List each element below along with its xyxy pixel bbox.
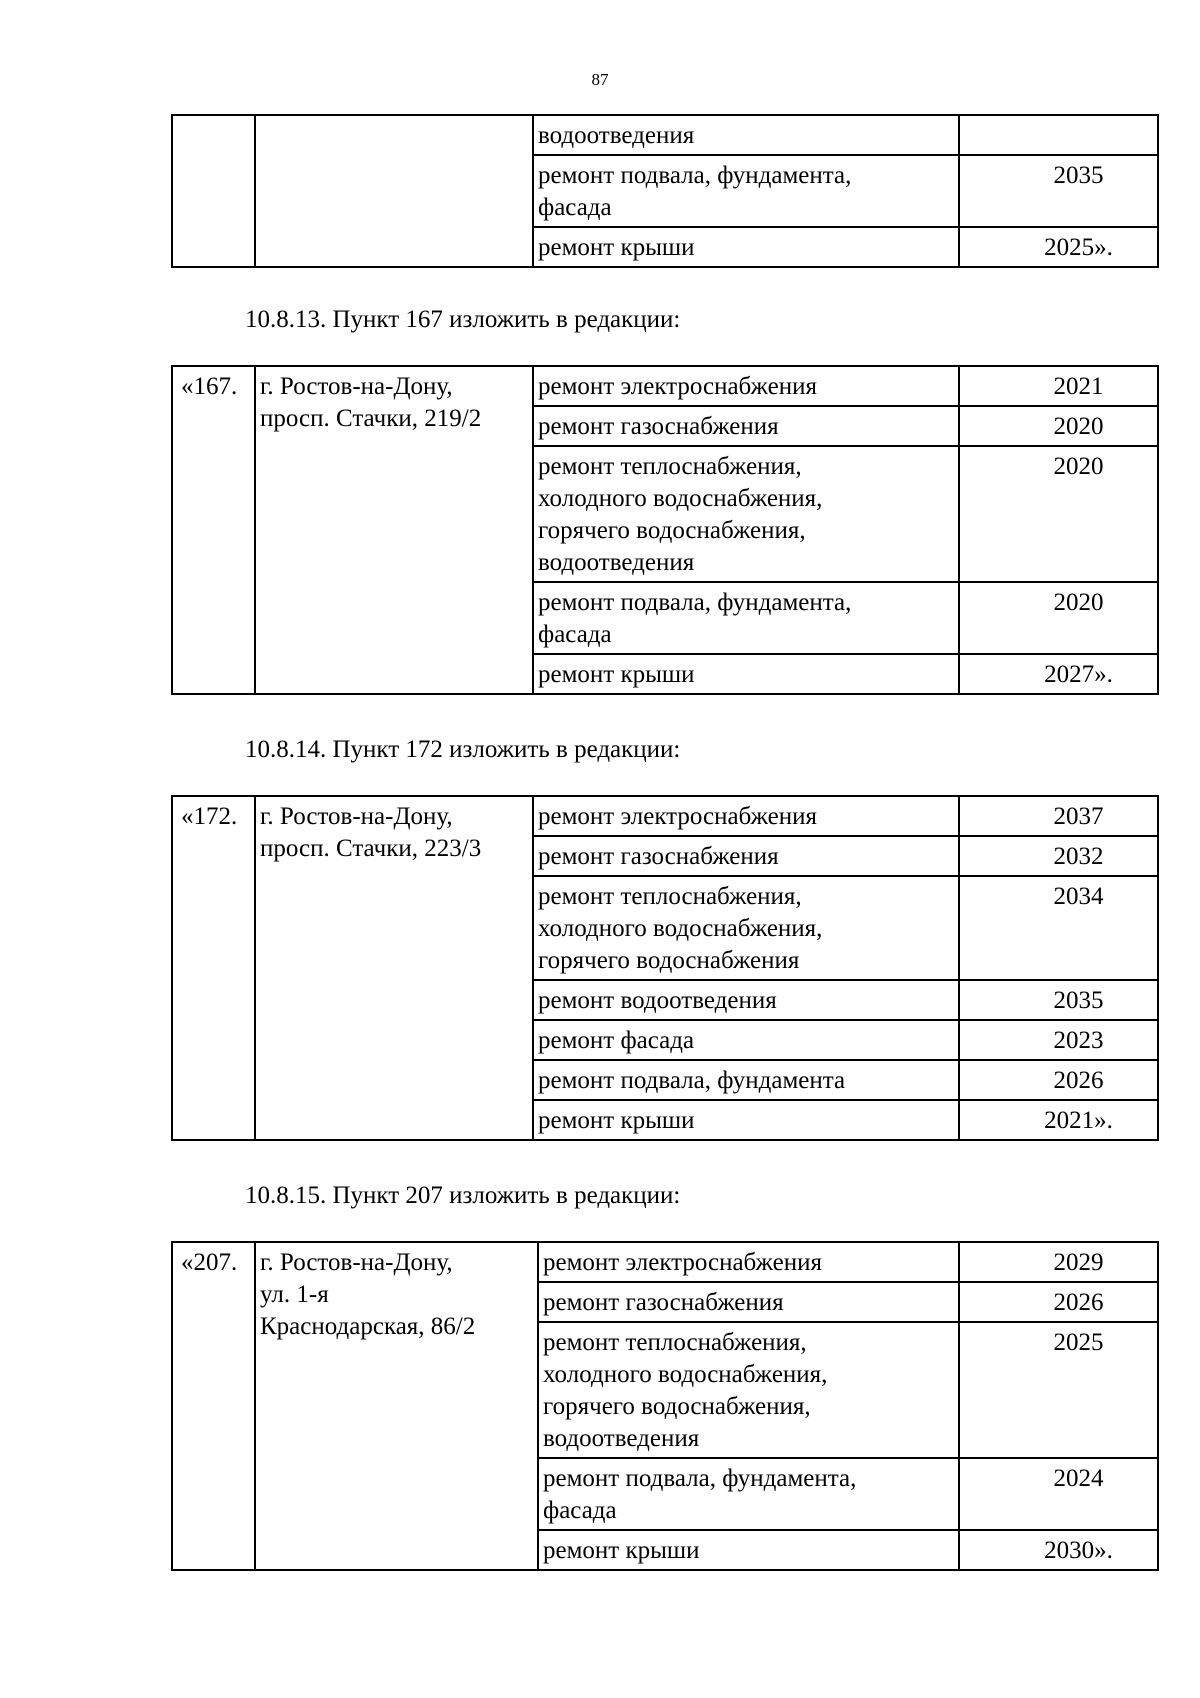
address-line: Краснодарская, 86/2: [260, 1313, 476, 1340]
year-cell: [959, 876, 1158, 980]
year-value: 2025: [1053, 1329, 1104, 1356]
year-cell: [959, 654, 1158, 694]
work-cell: [533, 406, 959, 446]
table-row: [172, 796, 1158, 836]
address-cell: [255, 366, 533, 694]
year-value: 2027».: [1044, 661, 1113, 688]
work-line: горячего водоснабжения,: [538, 517, 806, 544]
work-line: ремонт теплоснабжения,: [538, 883, 802, 910]
table-item-167: [171, 365, 1159, 695]
year-value: 2026: [1053, 1067, 1104, 1094]
year-value: 2035: [1053, 987, 1104, 1014]
work-line: водоотведения: [538, 549, 695, 576]
table-row: [172, 115, 1158, 155]
work-line: ремонт подвала, фундамента: [538, 1067, 846, 1094]
page-number: 87: [591, 70, 609, 89]
year-value: 2029: [1053, 1249, 1104, 1276]
address-line: ул. 1-я: [260, 1281, 329, 1308]
address-line: г. Ростов-на-Дону,: [260, 803, 453, 830]
item-number-cell: [172, 115, 255, 267]
work-line: ремонт подвала, фундамента,: [538, 162, 852, 189]
work-line: ремонт подвала, фундамента,: [543, 1465, 857, 1492]
work-line: ремонт электроснабжения: [538, 373, 817, 400]
year-value: 2021: [1053, 373, 1104, 400]
work-cell: [533, 582, 959, 654]
year-value: 2024: [1053, 1465, 1104, 1492]
work-cell: [538, 1530, 959, 1570]
table-row: [172, 1242, 1158, 1282]
work-line: фасада: [538, 194, 612, 221]
work-line: ремонт теплоснабжения,: [538, 453, 802, 480]
year-value: 2020: [1053, 453, 1104, 480]
work-cell: [538, 1242, 959, 1282]
address-line: г. Ростов-на-Дону,: [260, 373, 453, 400]
year-value: 2034: [1053, 883, 1104, 910]
year-cell: [959, 446, 1158, 582]
work-line: ремонт подвала, фундамента,: [538, 589, 852, 616]
year-value: 2025».: [1044, 234, 1113, 261]
year-value: 2020: [1053, 589, 1104, 616]
year-cell: [959, 796, 1158, 836]
work-cell: [538, 1322, 959, 1458]
work-cell: [533, 836, 959, 876]
work-line: ремонт газоснабжения: [538, 843, 779, 870]
work-line: ремонт газоснабжения: [543, 1289, 784, 1316]
item-number-cell: «172.: [172, 796, 255, 1140]
work-line: ремонт электроснабжения: [543, 1249, 822, 1276]
work-cell: [533, 1100, 959, 1140]
year-cell: [959, 366, 1158, 406]
year-cell: [959, 1282, 1158, 1322]
work-line: холодного водоснабжения,: [538, 485, 823, 512]
work-cell: [533, 1020, 959, 1060]
item-number-cell: «167.: [172, 366, 255, 694]
address-line: просп. Стачки, 219/2: [260, 405, 482, 432]
year-cell: [959, 1458, 1158, 1530]
work-line: холодного водоснабжения,: [543, 1361, 828, 1388]
year-cell: [959, 1322, 1158, 1458]
table-row: [172, 366, 1158, 406]
continuation-table: [171, 114, 1159, 268]
year-cell: [959, 1530, 1158, 1570]
section-heading-207: 10.8.15. Пункт 207 изложить в редакции:: [245, 1182, 681, 1209]
year-cell: [959, 1100, 1158, 1140]
work-cell: [538, 1458, 959, 1530]
work-line: ремонт крыши: [538, 1107, 695, 1134]
work-line: ремонт фасада: [538, 1027, 695, 1054]
work-line: ремонт теплоснабжения,: [543, 1329, 807, 1356]
year-value: 2020: [1053, 413, 1104, 440]
work-cell: [538, 1282, 959, 1322]
work-cell: [533, 876, 959, 980]
item-number-cell: «207.: [172, 1242, 255, 1570]
work-cell: [533, 155, 959, 227]
work-line: ремонт электроснабжения: [538, 803, 817, 830]
year-cell: [959, 227, 1158, 267]
year-cell: [959, 980, 1158, 1020]
year-value: 2021».: [1044, 1107, 1113, 1134]
year-cell: [959, 115, 1158, 155]
year-cell: [959, 1060, 1158, 1100]
work-cell: [533, 980, 959, 1020]
work-line: ремонт крыши: [538, 661, 695, 688]
address-line: просп. Стачки, 223/3: [260, 835, 482, 862]
work-cell: [533, 446, 959, 582]
year-cell: [959, 1242, 1158, 1282]
work-cell: [533, 366, 959, 406]
work-line: ремонт водоотведения: [538, 987, 777, 1014]
work-line: фасада: [538, 621, 612, 648]
year-cell: [959, 406, 1158, 446]
table-item-172: [171, 795, 1159, 1141]
year-value: 2026: [1053, 1289, 1104, 1316]
work-cell: [533, 654, 959, 694]
section-heading-167: 10.8.13. Пункт 167 изложить в редакции:: [245, 306, 681, 333]
address-line: г. Ростов-на-Дону,: [260, 1249, 453, 1276]
year-cell: [959, 1020, 1158, 1060]
address-cell: [255, 115, 533, 267]
address-cell: [255, 1242, 538, 1570]
year-value: 2037: [1053, 803, 1104, 830]
work-line: холодного водоснабжения,: [538, 915, 823, 942]
year-cell: [959, 836, 1158, 876]
table-item-207: [171, 1241, 1159, 1571]
work-cell: [533, 1060, 959, 1100]
year-cell: [959, 155, 1158, 227]
year-value: 2030».: [1044, 1537, 1113, 1564]
section-heading-172: 10.8.14. Пункт 172 изложить в редакции:: [245, 736, 681, 763]
year-value: 2035: [1053, 162, 1104, 189]
work-line: фасада: [543, 1497, 617, 1524]
work-cell: [533, 115, 959, 155]
work-cell: [533, 796, 959, 836]
work-line: ремонт крыши: [538, 234, 695, 261]
work-line: горячего водоснабжения,: [543, 1393, 811, 1420]
address-cell: [255, 796, 533, 1140]
work-line: водоотведения: [543, 1425, 700, 1452]
work-line: ремонт газоснабжения: [538, 413, 779, 440]
year-value: 2032: [1053, 843, 1104, 870]
work-line: водоотведения: [538, 122, 695, 149]
work-line: ремонт крыши: [543, 1537, 700, 1564]
year-value: 2023: [1053, 1027, 1104, 1054]
work-cell: [533, 227, 959, 267]
work-line: горячего водоснабжения: [538, 947, 800, 974]
year-cell: [959, 582, 1158, 654]
